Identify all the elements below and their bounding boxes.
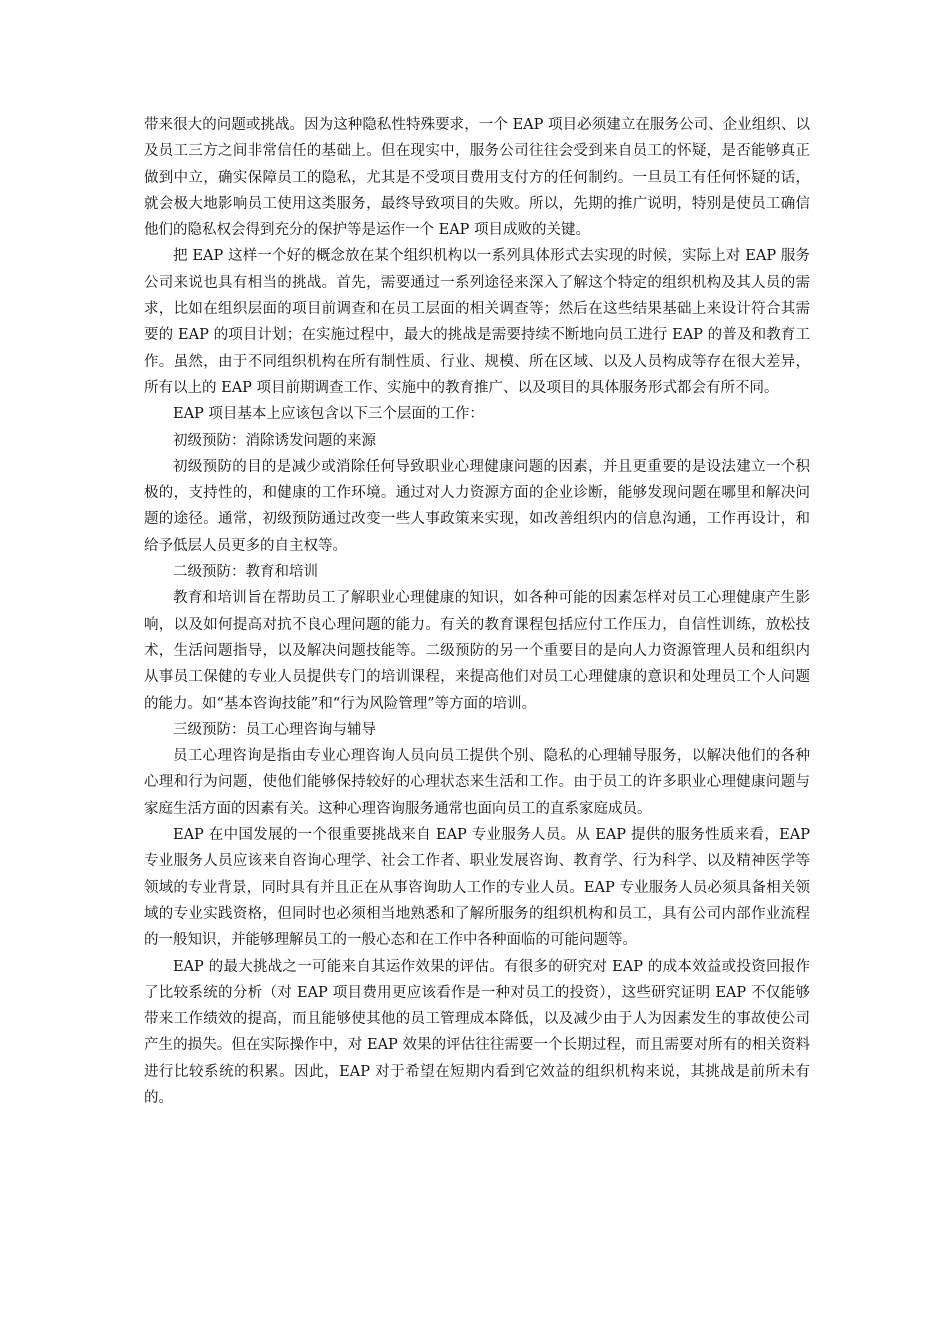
paragraph-tertiary-prevention: 员工心理咨询是指由专业心理咨询人员向员工提供个别、隐私的心理辅导服务，以解决他们的各种心理和行为问题，使他们能够保持较好的心理状态来生活和工作。由于员工的许多职业心理健康问题与家庭生活方面的因素有关。这种心理咨询服务通常也面向员工的直系家庭成员。 bbox=[144, 748, 810, 817]
paragraph-evaluation-challenge: EAP 的最大挑战之一可能来自其运作效果的评估。有很多的研究对 EAP 的成本效益或投资回报作了比较系统的分析（对 EAP 项目费用更应该看作是一种对员工的投资），这些研究证明 EAP 不仅能够带来工作绩效的提高，而且能够使其他的员工管理成本降低，以及减少由于人为因素发生的事故使公司产生的损失。但在实际操作中，对 EAP 效果的评估往往需要一个长期过程，而且需要对所有的相关资料进行比较系统的积累。因此，EAP 对于希望在短期内看到它效益的组织机构来说，其挑战是前所未有的。 bbox=[144, 958, 810, 1106]
document-body bbox=[144, 112, 810, 1111]
paragraph-professional-staff-challenge: EAP 在中国发展的一个很重要挑战来自 EAP 专业服务人员。从 EAP 提供的服务性质来看，EAP 专业服务人员应该来自咨询心理学、社会工作者、职业发展咨询、教育学、行为科学、以及精神医学等领域的专业背景，同时具有并且正在从事咨询助人工作的专业人员。EAP 专业服务人员必须具备相关领域的专业实践资格，但同时也必须相当地熟悉和了解所服务的组织机构和员工，具有公司内部作业流程的一般知识，并能够理解员工的一般心态和在工作中各种面临的可能问题等。 bbox=[144, 827, 810, 949]
paragraph-primary-prevention: 初级预防的目的是减少或消除任何导致职业心理健康问题的因素，并且更重要的是设法建立一个积极的，支持性的，和健康的工作环境。通过对人力资源方面的企业诊断，能够发现问题在哪里和解决问题的途径。通常，初级预防通过改变一些人事政策来实现，如改善组织内的信息沟通，工作再设计，和给予低层人员更多的自主权等。 bbox=[144, 458, 810, 554]
paragraph-three-levels-intro: EAP 项目基本上应该包含以下三个层面的工作： bbox=[173, 406, 484, 423]
paragraph-implementation-challenge: 把 EAP 这样一个好的概念放在某个组织机构以一系列具体形式去实现的时候，实际上对 EAP 服务公司来说也具有相当的挑战。首先，需要通过一系列途径来深入了解这个特定的组织机构及其人员的需求，比如在组织层面的项目前调查和在员工层面的相关调查等；然后在这些结果基础上来设计符合其需要的 EAP 的项目计划；在实施过程中，最大的挑战是需要持续不断地向员工进行 EAP 的普及和教育工作。虽然，由于不同组织机构在所有制性质、行业、规模、所在区域、以及人员构成等存在很大差异，所有以上的 EAP 项目前期调查工作、实施中的教育推广、以及项目的具体服务形式都会有所不同。 bbox=[144, 248, 810, 396]
heading-tertiary-prevention: 三级预防：员工心理咨询与辅导 bbox=[173, 721, 376, 738]
paragraph-secondary-prevention: 教育和培训旨在帮助员工了解职业心理健康的知识，如各种可能的因素怎样对员工心理健康产生影响，以及如何提高对抗不良心理问题的能力。有关的教育课程包括应付工作压力，自信性训练，放松技术，生活问题指导，以及解决问题技能等。二级预防的另一个重要目的是向人力资源管理人员和组织内从事员工保健的专业人员提供专门的培训课程，来提高他们对员工心理健康的意识和处理员工个人问题的能力。如“基本咨询技能”和“行为风险管理”等方面的培训。 bbox=[144, 590, 810, 712]
paragraph-privacy-challenge: 带来很大的问题或挑战。因为这种隐私性特殊要求，一个 EAP 项目必须建立在服务公司、企业组织、以及员工三方之间非常信任的基础上。但在现实中，服务公司往往会受到来自员工的怀疑，是否能够真正做到中立，确实保障员工的隐私，尤其是不受项目费用支付方的任何制约。一旦员工有任何怀疑的话，就会极大地影响员工使用这类服务，最终导致项目的失败。所以，先期的推广说明，特别是使员工确信他们的隐私权会得到充分的保护等是运作一个 EAP 项目成败的关键。 bbox=[144, 117, 810, 239]
heading-secondary-prevention: 二级预防：教育和培训 bbox=[173, 564, 318, 581]
heading-primary-prevention: 初级预防：消除诱发问题的来源 bbox=[173, 432, 376, 449]
